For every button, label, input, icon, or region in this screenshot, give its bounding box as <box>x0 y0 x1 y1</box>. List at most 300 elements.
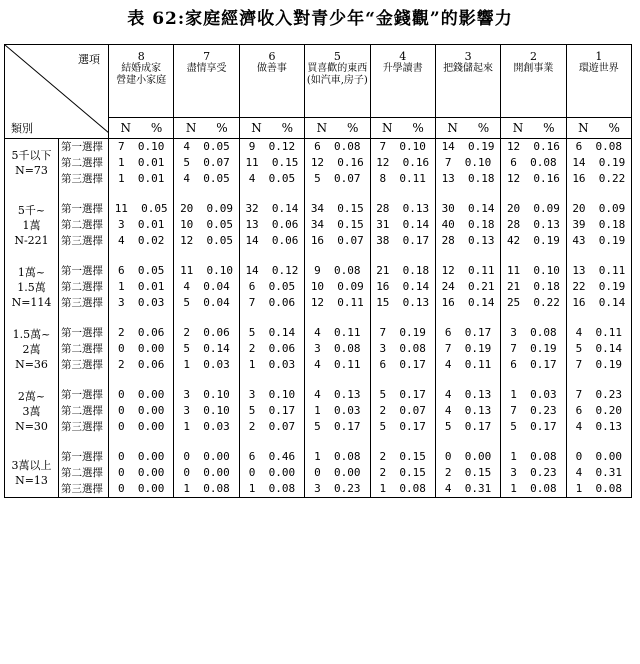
data-value: 3 0.10 <box>248 388 296 401</box>
data-value: 13 0.06 <box>245 218 299 231</box>
data-value: 5 0.14 <box>248 326 296 339</box>
n-pct-header <box>174 118 239 139</box>
table-row <box>5 449 632 498</box>
spacer-cell <box>109 311 174 325</box>
data-value: 0 0.00 <box>118 466 165 479</box>
data-value: 3 0.10 <box>183 388 230 401</box>
data-cell <box>501 263 566 311</box>
data-cell <box>435 449 500 498</box>
group-spacer <box>5 373 632 387</box>
choice-label: 第一選擇 <box>61 141 103 153</box>
choice-label: 第一選擇 <box>61 451 103 463</box>
data-value: 2 0.06 <box>248 342 296 355</box>
data-value: 6 0.08 <box>510 156 557 169</box>
data-value: 5 0.14 <box>575 342 622 355</box>
option-header: 1 環遊世界 <box>566 45 631 118</box>
income-category-label: N=36 <box>15 357 48 371</box>
data-cell <box>501 201 566 249</box>
data-value: 28 0.13 <box>506 218 560 231</box>
data-value: 1 0.03 <box>314 404 361 417</box>
data-value: 4 0.11 <box>314 326 361 339</box>
data-value: 4 0.11 <box>314 358 361 371</box>
spacer-cell <box>370 187 435 201</box>
data-cell <box>435 139 500 188</box>
spacer-cell <box>566 435 631 449</box>
spacer-cell <box>305 311 370 325</box>
spacer-cell <box>59 187 109 201</box>
data-value: 2 0.07 <box>379 404 426 417</box>
data-value: 30 0.14 <box>441 202 495 215</box>
data-cell <box>109 449 174 498</box>
data-value: 11 0.15 <box>245 156 299 169</box>
data-cell <box>370 263 435 311</box>
n-label: N <box>578 121 589 135</box>
data-value: 5 0.04 <box>183 296 230 309</box>
group-spacer <box>5 187 632 201</box>
data-value: 10 0.05 <box>180 218 234 231</box>
table-row <box>5 263 632 311</box>
data-cell <box>239 325 304 373</box>
data-value: 4 0.02 <box>118 234 165 247</box>
data-value: 2 0.07 <box>248 420 296 433</box>
spacer-cell <box>566 249 631 263</box>
data-value: 25 0.22 <box>506 296 560 309</box>
data-value: 1 0.03 <box>248 358 296 371</box>
data-cell <box>501 449 566 498</box>
data-cell <box>370 325 435 373</box>
table-row <box>5 325 632 373</box>
spacer-cell <box>501 435 566 449</box>
data-value: 12 0.16 <box>506 140 560 153</box>
data-value: 1 0.08 <box>248 482 296 495</box>
data-value: 6 0.05 <box>248 280 296 293</box>
data-value: 14 0.12 <box>245 264 299 277</box>
pct-label: % <box>608 121 620 135</box>
data-cell <box>239 449 304 498</box>
pct-label: % <box>347 121 359 135</box>
corner-cell <box>5 45 109 139</box>
data-value: 6 0.08 <box>314 140 361 153</box>
choice-label: 第二選擇 <box>61 157 103 169</box>
options-header-row <box>5 45 632 118</box>
spacer-cell <box>109 249 174 263</box>
data-value: 11 0.10 <box>180 264 234 277</box>
income-category-cell <box>5 201 59 249</box>
data-value: 28 0.13 <box>441 234 495 247</box>
data-value: 42 0.19 <box>506 234 560 247</box>
pct-label: % <box>150 121 163 135</box>
data-value: 12 0.11 <box>441 264 495 277</box>
data-cell <box>174 201 239 249</box>
data-value: 12 0.11 <box>310 296 364 309</box>
data-value: 5 0.17 <box>379 420 426 433</box>
data-cell <box>174 387 239 435</box>
spacer-cell <box>59 373 109 387</box>
data-value: 4 0.05 <box>183 172 230 185</box>
data-value: 7 0.23 <box>510 404 557 417</box>
data-value: 4 0.05 <box>248 172 296 185</box>
group-spacer <box>5 311 632 325</box>
data-value: 40 0.18 <box>441 218 495 231</box>
choice-label: 第三選擇 <box>61 297 103 309</box>
data-value: 5 0.07 <box>314 172 361 185</box>
choice-label: 第一選擇 <box>61 389 103 401</box>
n-label: N <box>316 121 328 135</box>
spacer-cell <box>370 311 435 325</box>
spacer-cell <box>239 249 304 263</box>
data-cell <box>174 449 239 498</box>
data-value: 0 0.00 <box>118 388 165 401</box>
pct-label: % <box>543 121 555 135</box>
spacer-cell <box>305 187 370 201</box>
data-value: 7 0.19 <box>575 358 622 371</box>
data-cell <box>370 387 435 435</box>
spacer-cell <box>109 187 174 201</box>
choice-labels-cell <box>59 139 109 188</box>
data-value: 1 0.08 <box>379 482 426 495</box>
spacer-cell <box>501 373 566 387</box>
option-header: 2 開創事業 <box>501 45 566 118</box>
choice-label: 第三選擇 <box>61 421 103 433</box>
data-value: 7 0.10 <box>118 140 165 153</box>
data-cell <box>174 139 239 188</box>
data-value: 22 0.19 <box>572 280 626 293</box>
data-value: 4 0.31 <box>575 466 622 479</box>
spacer-cell <box>305 373 370 387</box>
data-cell <box>239 201 304 249</box>
table-title: 表 62:家庭經濟收入對青少年“金錢觀”的影響力 <box>127 9 513 29</box>
data-value: 7 0.06 <box>248 296 296 309</box>
data-value: 6 0.17 <box>379 358 426 371</box>
data-value: 6 0.20 <box>575 404 622 417</box>
choice-label: 第一選擇 <box>61 203 103 215</box>
n-label: N <box>251 121 262 135</box>
spacer-cell <box>174 311 239 325</box>
data-cell <box>239 263 304 311</box>
option-header: 4 升學讀書 <box>370 45 435 118</box>
data-value: 0 0.00 <box>118 420 165 433</box>
data-value: 21 0.18 <box>506 280 560 293</box>
data-value: 5 0.17 <box>379 388 426 401</box>
data-cell <box>109 387 174 435</box>
options-axis-label: 選項 <box>78 53 100 66</box>
choice-label: 第一選擇 <box>61 327 103 339</box>
income-category-label: N=114 <box>11 295 52 309</box>
income-category-label: N=30 <box>15 419 48 433</box>
spacer-cell <box>370 435 435 449</box>
group-spacer <box>5 249 632 263</box>
data-value: 7 0.10 <box>379 140 426 153</box>
spacer-cell <box>174 373 239 387</box>
data-value: 13 0.11 <box>572 264 626 277</box>
data-value: 0 0.00 <box>248 466 296 479</box>
option-header: 8 結婚成家 營建小家庭 <box>109 45 174 118</box>
data-table <box>4 44 632 498</box>
spacer-cell <box>239 373 304 387</box>
data-value: 3 0.08 <box>510 326 557 339</box>
n-label: N <box>447 121 458 135</box>
data-value: 16 0.22 <box>572 172 626 185</box>
data-cell <box>566 449 631 498</box>
spacer-cell <box>435 435 500 449</box>
income-category-cell <box>5 325 59 373</box>
spacer-cell <box>59 311 109 325</box>
data-cell <box>109 201 174 249</box>
data-value: 4 0.13 <box>444 388 492 401</box>
data-cell <box>174 263 239 311</box>
choice-labels-cell <box>59 387 109 435</box>
data-value: 34 0.15 <box>310 202 364 215</box>
data-value: 5 0.17 <box>248 404 296 417</box>
data-cell <box>566 201 631 249</box>
data-cell <box>435 387 500 435</box>
data-value: 6 0.46 <box>248 450 296 463</box>
spacer-cell <box>501 249 566 263</box>
data-value: 13 0.18 <box>441 172 495 185</box>
income-category-cell <box>5 449 59 498</box>
data-value: 20 0.09 <box>572 202 626 215</box>
data-cell <box>566 325 631 373</box>
spacer-cell <box>370 249 435 263</box>
data-cell <box>370 139 435 188</box>
data-value: 16 0.14 <box>376 280 430 293</box>
option-header: 5 買喜歡的東西 (如汽車,房子) <box>305 45 370 118</box>
data-cell <box>174 325 239 373</box>
data-cell <box>566 263 631 311</box>
pct-label: % <box>216 121 228 135</box>
data-value: 3 0.08 <box>314 342 361 355</box>
data-value: 4 0.05 <box>183 140 230 153</box>
data-value: 2 0.06 <box>118 358 165 371</box>
data-value: 3 0.23 <box>510 466 557 479</box>
data-value: 4 0.13 <box>314 388 361 401</box>
data-value: 1 0.03 <box>183 420 230 433</box>
n-pct-header <box>435 118 500 139</box>
income-category-label: 1萬 <box>22 218 41 232</box>
data-value: 38 0.17 <box>376 234 430 247</box>
spacer-cell <box>435 249 500 263</box>
data-value: 39 0.18 <box>572 218 626 231</box>
choice-label: 第三選擇 <box>61 483 103 495</box>
data-value: 0 0.00 <box>118 482 165 495</box>
choice-label: 第三選擇 <box>61 235 103 247</box>
income-category-label: 3萬 <box>22 404 41 418</box>
data-value: 4 0.13 <box>575 420 622 433</box>
data-value: 14 0.06 <box>245 234 299 247</box>
data-value: 5 0.17 <box>314 420 361 433</box>
data-cell <box>305 263 370 311</box>
spacer-cell <box>501 187 566 201</box>
data-value: 0 0.00 <box>183 450 230 463</box>
data-cell <box>370 449 435 498</box>
category-axis-label: 類別 <box>11 122 33 135</box>
data-value: 11 0.10 <box>506 264 560 277</box>
data-value: 11 0.05 <box>114 202 168 215</box>
income-category-cell <box>5 139 59 188</box>
data-cell <box>239 139 304 188</box>
data-value: 3 0.10 <box>183 404 230 417</box>
data-value: 12 0.16 <box>310 156 364 169</box>
spacer-cell <box>566 373 631 387</box>
income-category-label: 2萬 <box>22 342 41 356</box>
spacer-cell <box>5 373 59 387</box>
n-label: N <box>120 121 131 135</box>
choice-label: 第二選擇 <box>61 343 103 355</box>
data-value: 1 0.01 <box>118 172 165 185</box>
data-value: 0 0.00 <box>118 342 165 355</box>
data-cell <box>370 201 435 249</box>
data-value: 5 0.07 <box>183 156 230 169</box>
income-category-label: 1.5萬~ <box>12 327 51 341</box>
spacer-cell <box>59 435 109 449</box>
pct-label: % <box>281 121 294 135</box>
choice-label: 第二選擇 <box>61 219 103 231</box>
table-row <box>5 139 632 188</box>
data-value: 4 0.04 <box>183 280 230 293</box>
data-value: 3 0.01 <box>118 218 165 231</box>
data-cell <box>305 201 370 249</box>
data-value: 1 0.03 <box>183 358 230 371</box>
spacer-cell <box>566 311 631 325</box>
data-value: 2 0.06 <box>118 326 165 339</box>
n-pct-header <box>501 118 566 139</box>
data-cell <box>435 263 500 311</box>
data-value: 16 0.07 <box>310 234 364 247</box>
data-value: 5 0.17 <box>444 420 492 433</box>
data-cell <box>109 325 174 373</box>
data-value: 0 0.00 <box>575 450 622 463</box>
n-label: N <box>512 121 524 135</box>
spacer-cell <box>305 435 370 449</box>
data-value: 3 0.23 <box>314 482 361 495</box>
table-row <box>5 387 632 435</box>
data-value: 21 0.18 <box>376 264 430 277</box>
data-value: 4 0.13 <box>444 404 492 417</box>
spacer-cell <box>109 435 174 449</box>
data-value: 0 0.00 <box>314 466 361 479</box>
choice-labels-cell <box>59 201 109 249</box>
data-value: 31 0.14 <box>376 218 430 231</box>
data-cell <box>566 139 631 188</box>
spacer-cell <box>435 187 500 201</box>
data-cell <box>109 263 174 311</box>
data-value: 9 0.12 <box>248 140 296 153</box>
spacer-cell <box>174 435 239 449</box>
spacer-cell <box>239 311 304 325</box>
data-value: 5 0.14 <box>183 342 230 355</box>
data-value: 28 0.13 <box>376 202 430 215</box>
data-value: 6 0.08 <box>575 140 622 153</box>
choice-labels-cell <box>59 325 109 373</box>
income-category-label: 1.5萬 <box>17 280 46 294</box>
spacer-cell <box>59 249 109 263</box>
table-body <box>5 139 632 498</box>
choice-labels-cell <box>59 449 109 498</box>
data-value: 6 0.17 <box>510 358 557 371</box>
table-row <box>5 201 632 249</box>
data-value: 3 0.03 <box>118 296 165 309</box>
group-spacer <box>5 435 632 449</box>
data-value: 2 0.15 <box>379 466 426 479</box>
data-cell <box>305 387 370 435</box>
spacer-cell <box>5 187 59 201</box>
data-value: 1 0.08 <box>510 450 557 463</box>
data-value: 7 0.19 <box>510 342 557 355</box>
data-cell <box>501 325 566 373</box>
income-category-label: N=73 <box>15 164 48 177</box>
data-value: 9 0.08 <box>314 264 361 277</box>
data-value: 1 0.08 <box>575 482 622 495</box>
n-label: N <box>381 121 393 135</box>
pct-label: % <box>477 121 490 135</box>
income-category-label: 2萬~ <box>17 389 46 403</box>
spacer-cell <box>566 187 631 201</box>
n-pct-header <box>109 118 174 139</box>
data-value: 34 0.15 <box>310 218 364 231</box>
income-category-cell <box>5 263 59 311</box>
data-cell <box>501 387 566 435</box>
data-cell <box>305 139 370 188</box>
data-value: 2 0.15 <box>379 450 426 463</box>
spacer-cell <box>174 249 239 263</box>
n-pct-header <box>239 118 304 139</box>
data-value: 4 0.31 <box>444 482 492 495</box>
income-category-label: 5千~ <box>17 203 46 217</box>
income-category-label: 3萬以上 <box>11 459 52 472</box>
data-value: 5 0.17 <box>510 420 557 433</box>
data-cell <box>109 139 174 188</box>
income-category-label: N-221 <box>14 233 49 247</box>
data-value: 32 0.14 <box>245 202 299 215</box>
income-category-cell <box>5 387 59 435</box>
choice-label: 第三選擇 <box>61 359 103 371</box>
pct-label: % <box>412 121 424 135</box>
data-value: 7 0.19 <box>379 326 426 339</box>
option-header: 6 做善事 <box>239 45 304 118</box>
data-value: 7 0.10 <box>444 156 492 169</box>
n-pct-header <box>305 118 370 139</box>
data-value: 1 0.08 <box>183 482 230 495</box>
data-value: 0 0.00 <box>444 450 492 463</box>
income-category-label: N=13 <box>15 474 48 487</box>
data-value: 20 0.09 <box>506 202 560 215</box>
data-cell <box>305 325 370 373</box>
data-value: 4 0.11 <box>575 326 622 339</box>
choice-label: 第一選擇 <box>61 265 103 277</box>
n-label: N <box>185 121 197 135</box>
data-value: 0 0.00 <box>183 466 230 479</box>
option-header: 7 盡情享受 <box>174 45 239 118</box>
data-value: 1 0.01 <box>118 156 165 169</box>
choice-label: 第二選擇 <box>61 281 103 293</box>
data-value: 1 0.08 <box>510 482 557 495</box>
data-value: 12 0.16 <box>376 156 430 169</box>
spacer-cell <box>5 249 59 263</box>
data-value: 1 0.08 <box>314 450 361 463</box>
choice-label: 第三選擇 <box>61 173 103 185</box>
data-value: 2 0.06 <box>183 326 230 339</box>
spacer-cell <box>5 311 59 325</box>
data-value: 7 0.23 <box>575 388 622 401</box>
data-value: 7 0.19 <box>444 342 492 355</box>
spacer-cell <box>5 435 59 449</box>
option-header: 3 把錢儲起來 <box>435 45 500 118</box>
spacer-cell <box>370 373 435 387</box>
data-value: 3 0.08 <box>379 342 426 355</box>
data-value: 20 0.09 <box>180 202 234 215</box>
spacer-cell <box>305 249 370 263</box>
data-cell <box>239 387 304 435</box>
